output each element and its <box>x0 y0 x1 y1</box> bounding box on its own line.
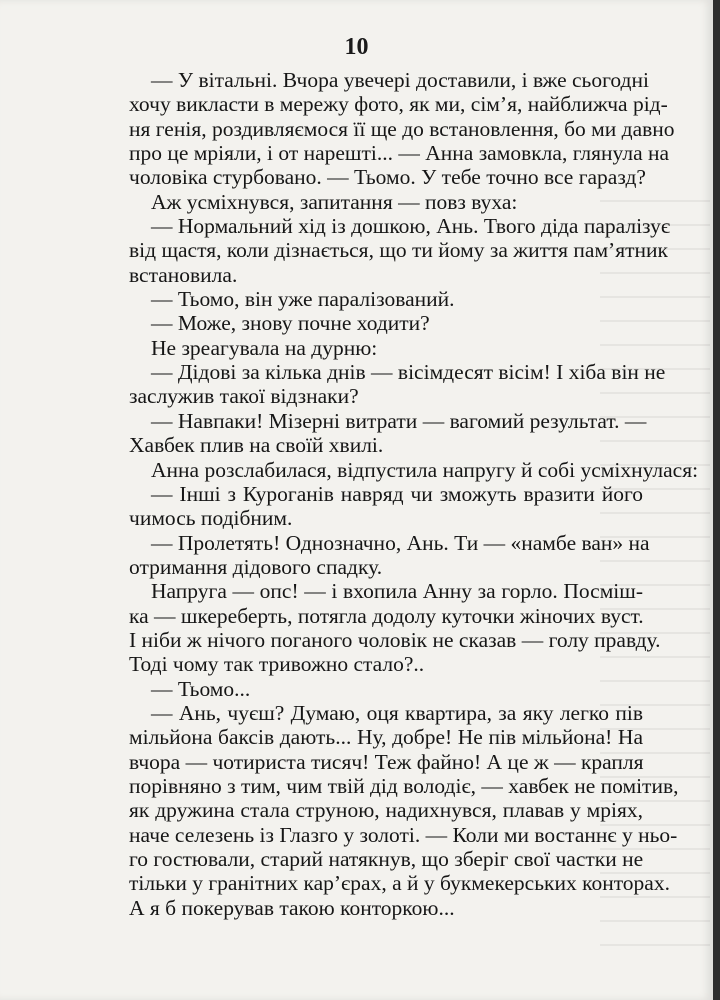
text-line: го гостювали, старий натякнув, що зберіг свої частки не <box>129 847 644 871</box>
text-line: А я б покерував такою конторкою... <box>129 895 455 920</box>
text-line: як дружина стала струною, надихнувся, плавав у мріях, <box>129 798 643 823</box>
text-line: — Навпаки! Мізерні витрати — вагомий результат. — <box>151 408 647 433</box>
text-line: — Пролетять! Однозначно, Ань. Ти — «намбе ван» на <box>151 530 650 555</box>
text-line: встановила. <box>129 262 238 287</box>
text-line: мільйона баксів дають... Ну, добре! Не пів мільйона! На <box>129 725 643 750</box>
text-line: — Інші з Куроганів навряд чи зможуть вразити його <box>151 481 643 506</box>
text-line: про це мріяли, і от нарешті... — Анна замовкла, глянула на <box>129 141 670 166</box>
text-line: Анна розслабилася, відпустила напругу й собі усміхнулася: <box>151 457 699 482</box>
text-line: отримання дідового спадку. <box>129 554 383 579</box>
text-line: Тоді чому так тривожно стало?.. <box>129 652 425 677</box>
text-line: — У вітальні. Вчора увечері доставили, і вже сьогодні <box>151 68 649 92</box>
text-line: — Ань, чуєш? Думаю, оця квартира, за яку легко пів <box>151 700 643 725</box>
text-line: — Може, знову почне ходити? <box>151 311 430 336</box>
text-line: Аж усміхнувся, запитання — повз вуха: <box>151 189 518 214</box>
text-line: заслужив такої відзнаки? <box>129 384 359 409</box>
text-line: ка — шкереберть, потягла додолу куточки жіночих вуст. <box>129 603 644 628</box>
page-text <box>129 68 699 920</box>
text-line: тільки у гранітних кар’єрах, а й у букмекерських конторах. <box>129 871 670 896</box>
text-line: чоловіка стурбовано. — Тьомо. У тебе точно все гаразд? <box>129 165 646 190</box>
page-number: 10 <box>344 34 369 60</box>
text-line: від щастя, коли дізнається, що ти йому за життя пам’ятник <box>129 238 668 263</box>
text-line: вчора — чотириста тисяч! Теж файно! А це ж — крапля <box>129 749 644 774</box>
text-line: Хавбек плив на своїй хвилі. <box>129 433 384 458</box>
text-line: — Тьомо... <box>151 676 251 701</box>
text-line: Не зреагувала на дурню: <box>151 335 378 360</box>
text-line: — Тьомо, він уже паралізований. <box>151 287 455 312</box>
text-line: порівняно з тим, чим твій дід володіє, — хавбек не помітив, <box>129 773 679 798</box>
text-line: хочу викласти в мережу фото, як ми, сім’я, найближча рід- <box>129 92 668 117</box>
text-line: Напруга — опс! — і вхопила Анну за горло. Посміш- <box>151 579 643 604</box>
text-line: — Дідові за кілька днів — вісімдесят вісім! І хіба він не <box>151 360 666 385</box>
text-line: чимось подібним. <box>129 506 293 531</box>
text-line: наче селезень із Глазго у золоті. — Коли ми востаннє у ньо- <box>129 822 678 847</box>
text-line: — Нормальний хід із дошкою, Ань. Твого діда паралізує <box>151 214 671 239</box>
text-line: ня генія, роздивляємося її ще до встановлення, бо ми давно <box>129 116 675 141</box>
text-line: І ніби ж нічого поганого чоловік не сказав — голу правду. <box>129 627 661 652</box>
